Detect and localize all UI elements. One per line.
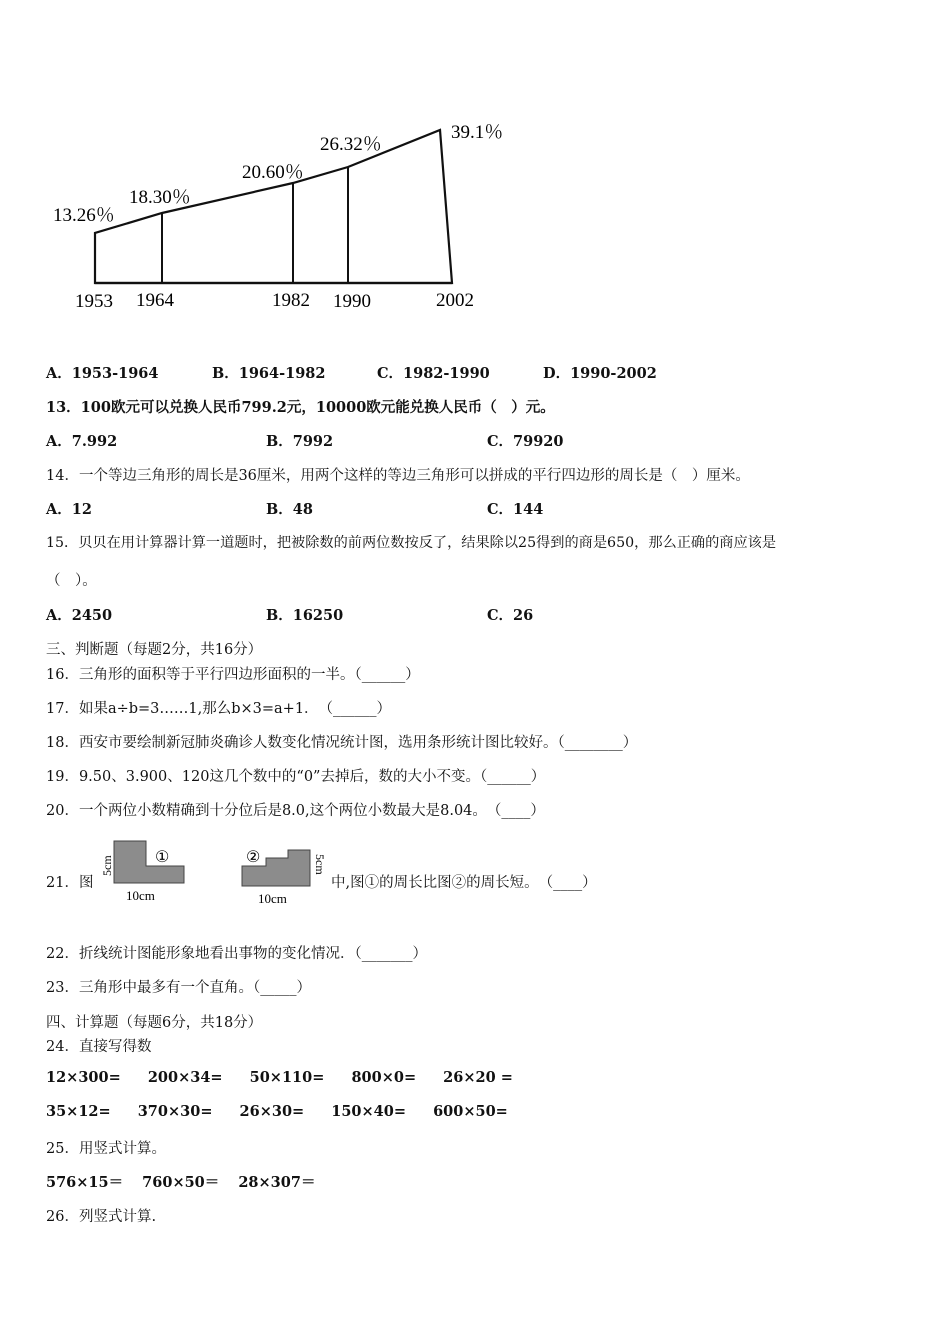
q15-option-c[interactable]: C．26: [487, 607, 534, 624]
q12-option-d[interactable]: D．1990-2002: [543, 365, 657, 382]
q24-row-1: [46, 1069, 535, 1086]
q14-option-c[interactable]: C．144: [487, 501, 544, 518]
x-tick-1953: 1953: [75, 291, 113, 312]
figure-2-width-label: 10cm: [258, 891, 287, 906]
q14-option-a[interactable]: A．12: [46, 501, 92, 518]
q14-option-b[interactable]: B．48: [266, 501, 313, 518]
section-4-heading: 四、计算题（每题6分，共18分）: [46, 1015, 263, 1031]
q17-text: 17．如果a÷b=3……1,那么b×3=a+1． （______）: [46, 701, 392, 717]
growth-chart: [40, 110, 560, 320]
x-tick-1982: 1982: [272, 290, 310, 311]
q16-text: 16．三角形的面积等于平行四边形面积的一半。（______）: [46, 667, 420, 683]
q21-prefix: 21．图: [46, 875, 94, 891]
q22-text: 22．折线统计图能形象地看出事物的变化情况．（_______）: [46, 946, 427, 962]
calc-item: 800×0=: [351, 1069, 417, 1086]
q26-title: 26．列竖式计算.: [46, 1209, 157, 1225]
figure-1-width-label: 10cm: [126, 888, 155, 903]
q20-text: 20．一个两位小数精确到十分位后是8.0,这个两位小数最大是8.04。 （____）: [46, 803, 545, 819]
q25-title: 25．用竖式计算。: [46, 1141, 166, 1157]
calc-item: 28×307＝: [238, 1174, 316, 1191]
figure-2-mark: ②: [246, 849, 261, 866]
figure-1-mark: ①: [155, 849, 170, 866]
q15-option-b[interactable]: B．16250: [266, 607, 344, 624]
q15-text-continued: （ ）。: [46, 573, 97, 589]
q19-text: 19．9.50、3.900、120这几个数中的“0”去掉后，数的大小不变。（______）: [46, 769, 546, 785]
figure-2-shape: [238, 842, 333, 912]
data-label-1982: 20.60％: [242, 162, 304, 183]
data-label-2002: 39.1％: [451, 122, 504, 143]
x-tick-2002: 2002: [436, 290, 474, 311]
calc-item: 200×34=: [147, 1069, 223, 1086]
q13-option-a[interactable]: A．7.992: [46, 433, 118, 450]
data-label-1953: 13.26％: [53, 205, 115, 226]
q25-items: [46, 1171, 337, 1192]
x-tick-1990: 1990: [333, 291, 371, 312]
calc-item: 50×110=: [249, 1069, 325, 1086]
q15-text: 15．贝贝在用计算器计算一道题时，把被除数的前两位数按反了，结果除以25得到的商是650，那么正确的商应该是: [46, 535, 777, 551]
q21-suffix: 中,图①的周长比图②的周长短。 （____）: [331, 875, 597, 891]
calc-item: 576×15＝: [46, 1174, 124, 1191]
calc-item: 26×20 =: [443, 1069, 513, 1086]
calc-item: 370×30=: [137, 1103, 213, 1120]
calc-item: 35×12=: [46, 1103, 111, 1120]
figure-1-shape: [98, 838, 193, 908]
data-label-1964: 18.30％: [129, 187, 191, 208]
q13-option-b[interactable]: B．7992: [266, 433, 334, 450]
q13-text: 13．100欧元可以兑换人民币799.2元，10000欧元能兑换人民币（ ）元。: [46, 399, 555, 416]
calc-item: 150×40=: [331, 1103, 406, 1120]
q18-text: 18．西安市要绘制新冠肺炎确诊人数变化情况统计图，选用条形统计图比较好。（________）: [46, 735, 638, 751]
q12-option-b[interactable]: B．1964-1982: [212, 365, 326, 382]
data-label-1990: 26.32％: [320, 134, 382, 155]
section-3-heading: 三、判断题（每题2分，共16分）: [46, 642, 263, 658]
q15-option-a[interactable]: A．2450: [46, 607, 113, 624]
q14-text: 14．一个等边三角形的周长是36厘米，用两个这样的等边三角形可以拼成的平行四边形的周长是（ ）厘米。: [46, 468, 750, 484]
x-tick-1964: 1964: [136, 290, 174, 311]
q24-row-2: [46, 1103, 530, 1120]
calc-item: 760×50＝: [142, 1174, 220, 1191]
q12-option-c[interactable]: C．1982-1990: [377, 365, 490, 382]
calc-item: 26×30=: [239, 1103, 305, 1120]
q24-title: 24．直接写得数: [46, 1039, 152, 1055]
figure-1-polygon: [114, 841, 184, 883]
figure-1-height-label: 5cm: [100, 855, 114, 876]
calc-item: 600×50=: [433, 1103, 508, 1120]
figure-2-height-label: 5cm: [313, 854, 327, 875]
q23-text: 23．三角形中最多有一个直角。（_____）: [46, 980, 311, 996]
q12-option-a[interactable]: A．1953-1964: [46, 365, 159, 382]
q13-option-c[interactable]: C．79920: [487, 433, 564, 450]
calc-item: 12×300=: [46, 1069, 121, 1086]
